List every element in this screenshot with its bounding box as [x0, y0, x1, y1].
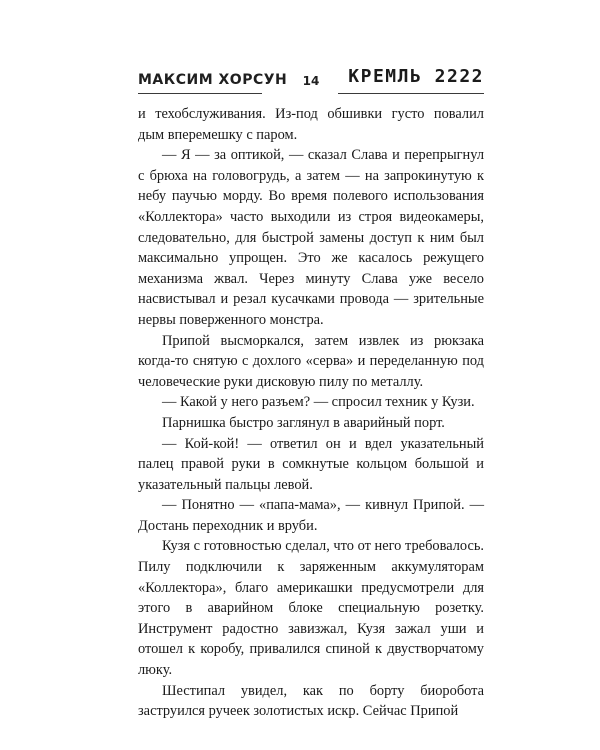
body-text — [138, 104, 484, 722]
running-head — [138, 62, 484, 98]
paragraph: — Я — за оптикой, — сказал Слава и перепрыгнул с брюха на головогрудь, а затем — на запрокинутую к небу паучью морду. Во время полевого использования «Коллектора» часто выходили из строя видеокамеры, следовательно, для быстрой замены доступ к ним был максимально упрощен. Это же касалось режущего механизма жвал. Через минуту Слава уже весело насвистывал и резал кусачками провода — зрительные нервы поверженного монстра. — [138, 147, 484, 328]
header-rule-right — [338, 93, 484, 94]
paragraph: и техобслуживания. Из-под обшивки густо повалил дым вперемешку с паром. — [138, 106, 484, 143]
paragraph: Шестипал увидел, как по борту биоробота заструился ручеек золотистых искр. Сейчас Припой — [138, 682, 484, 720]
paragraph: Припой высморкался, затем извлек из рюкзака когда-то снятую с дохлого «серва» и переделанную под человеческие руки дисковую пилу по металлу. — [138, 332, 484, 390]
paragraph: — Какой у него разъем? — спросил техник у Кузи. — [162, 394, 475, 411]
paragraph: — Понятно — «папа-мама», — кивнул Припой. — Достань переходник и вруби. — [138, 497, 484, 534]
paragraph: Кузя с готовностью сделал, что от него требовалось. Пилу подключили к заряженным аккумуляторам «Коллектора», благо америкашки предусмотрели для этого в аварийном блоке специальную розетку. Инструмент радостно завизжал, Кузя зажал уши и отошел к коробу, привалился спиной к двустворчатому люку. — [138, 538, 484, 679]
book-title: КРЕМЛЬ 2222 — [348, 66, 484, 87]
paragraph: — Кой-кой! — ответил он и вдел указательный палец правой руки в сомкнутые кольцом большой и указательный пальцы левой. — [138, 435, 484, 493]
paragraph: Парнишка быстро заглянул в аварийный порт. — [162, 414, 445, 431]
page-number: 14 — [302, 74, 320, 88]
header-rule-left — [138, 93, 262, 94]
author-name: МАКСИМ ХОРСУН — [138, 72, 288, 88]
